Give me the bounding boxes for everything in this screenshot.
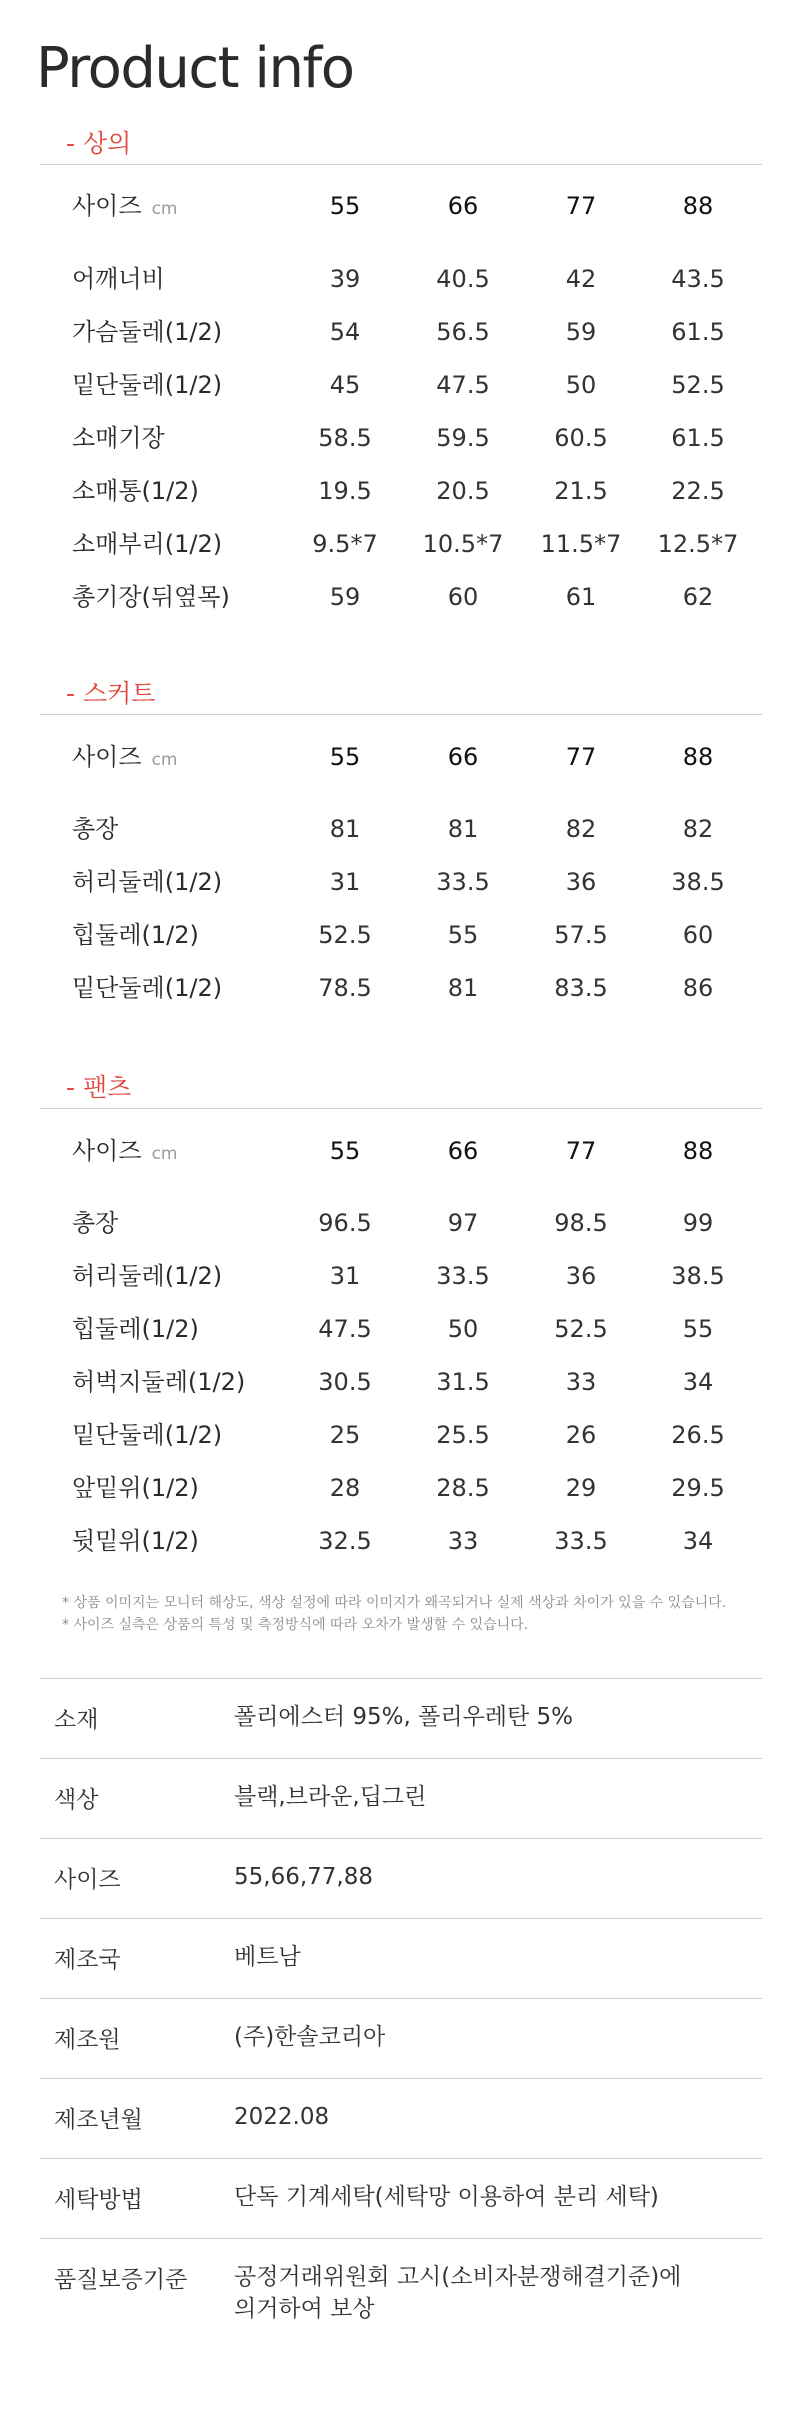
spec-row-warranty	[40, 2238, 762, 2349]
size-header-row	[0, 1131, 800, 1171]
spec-value: 공정거래위원회 고시(소비자분쟁해결기준)에 의거하여 보상	[234, 2264, 682, 2322]
cell-value: 82	[682, 815, 714, 843]
cell-value: 9.5*7	[312, 530, 378, 558]
table-row	[0, 1309, 800, 1349]
size-header-label: 사이즈	[72, 743, 142, 771]
unit-label: cm	[151, 750, 178, 770]
table-row	[0, 365, 800, 405]
spec-label: 사이즈	[54, 1867, 121, 1893]
cell-value: 25	[329, 1421, 361, 1449]
spec-row-size	[40, 1838, 762, 1918]
row-label: 허리둘레(1/2)	[72, 1262, 223, 1290]
row-label: 밑단둘레(1/2)	[72, 371, 223, 399]
cell-value: 39	[329, 265, 361, 293]
cell-value: 52.5	[554, 1315, 608, 1343]
section-label: - 스커트	[66, 679, 156, 708]
cell-value: 47.5	[318, 1315, 372, 1343]
cell-value: 52.5	[318, 921, 372, 949]
spec-row-color	[40, 1758, 762, 1838]
cell-value: 61	[565, 583, 597, 611]
cell-value: 33	[447, 1527, 479, 1555]
row-label: 허벅지둘레(1/2)	[72, 1368, 246, 1396]
cell-value: 81	[329, 815, 361, 843]
cell-value: 60	[447, 583, 479, 611]
section-divider	[40, 1108, 762, 1109]
row-label: 총기장(뒤옆목)	[72, 583, 230, 611]
cell-value: 38.5	[671, 1262, 725, 1290]
cell-value: 28.5	[436, 1474, 490, 1502]
size-col-66: 66	[447, 743, 479, 771]
table-row	[0, 471, 800, 511]
cell-value: 38.5	[671, 868, 725, 896]
size-col-55: 55	[329, 743, 361, 771]
cell-value: 97	[447, 1209, 479, 1237]
row-label: 총장	[72, 815, 119, 843]
section-divider	[40, 714, 762, 715]
table-row	[0, 577, 800, 617]
cell-value: 61.5	[671, 318, 725, 346]
unit-label: cm	[151, 1144, 178, 1164]
row-label: 가슴둘레(1/2)	[72, 318, 223, 346]
spec-value: 폴리에스터 95%, 폴리우레탄 5%	[234, 1704, 574, 1730]
cell-value: 47.5	[436, 371, 490, 399]
size-col-77: 77	[565, 743, 597, 771]
cell-value: 26.5	[671, 1421, 725, 1449]
cell-value: 25.5	[436, 1421, 490, 1449]
spec-value: 블랙,브라운,딥그린	[234, 1784, 427, 1810]
spec-value: 2022.08	[234, 2104, 330, 2130]
cell-value: 83.5	[554, 974, 608, 1002]
cell-value: 31	[329, 868, 361, 896]
spec-label: 제조년월	[54, 2107, 143, 2133]
size-header-label: 사이즈	[72, 192, 142, 220]
cell-value: 26	[565, 1421, 597, 1449]
note-line: * 사이즈 실측은 상품의 특성 및 측정방식에 따라 오차가 발생할 수 있습니다.	[62, 1617, 529, 1633]
cell-value: 61.5	[671, 424, 725, 452]
row-label: 총장	[72, 1209, 119, 1237]
spec-label: 제조원	[54, 2027, 121, 2053]
spec-label: 색상	[54, 1787, 99, 1813]
cell-value: 81	[447, 815, 479, 843]
cell-value: 43.5	[671, 265, 725, 293]
row-label: 소매통(1/2)	[72, 477, 199, 505]
cell-value: 32.5	[318, 1527, 372, 1555]
cell-value: 28	[329, 1474, 361, 1502]
spec-value: 55,66,77,88	[234, 1864, 373, 1890]
cell-value: 31	[329, 1262, 361, 1290]
cell-value: 33.5	[554, 1527, 608, 1555]
cell-value: 45	[329, 371, 361, 399]
table-row	[0, 312, 800, 352]
cell-value: 57.5	[554, 921, 608, 949]
cell-value: 60	[682, 921, 714, 949]
cell-value: 36	[565, 868, 597, 896]
size-col-55: 55	[329, 192, 361, 220]
size-col-88: 88	[682, 1137, 714, 1165]
size-col-66: 66	[447, 1137, 479, 1165]
spec-value: 베트남	[234, 1944, 301, 1970]
cell-value: 29.5	[671, 1474, 725, 1502]
table-row	[0, 259, 800, 299]
cell-value: 78.5	[318, 974, 372, 1002]
cell-value: 81	[447, 974, 479, 1002]
cell-value: 34	[682, 1527, 714, 1555]
row-label: 뒷밑위(1/2)	[72, 1527, 199, 1555]
row-label: 밑단둘레(1/2)	[72, 1421, 223, 1449]
table-row	[0, 418, 800, 458]
row-label: 소매부리(1/2)	[72, 530, 223, 558]
size-col-77: 77	[565, 1137, 597, 1165]
size-col-88: 88	[682, 743, 714, 771]
cell-value: 50	[447, 1315, 479, 1343]
cell-value: 33.5	[436, 868, 490, 896]
size-col-88: 88	[682, 192, 714, 220]
page-title: Product info	[36, 36, 354, 101]
spec-row-manufacture-date	[40, 2078, 762, 2158]
table-row	[0, 1521, 800, 1561]
row-label: 앞밑위(1/2)	[72, 1474, 199, 1502]
row-label: 힙둘레(1/2)	[72, 1315, 199, 1343]
cell-value: 36	[565, 1262, 597, 1290]
section-divider	[40, 164, 762, 165]
cell-value: 30.5	[318, 1368, 372, 1396]
spec-label: 소재	[54, 1707, 99, 1733]
spec-value: 단독 기계세탁(세탁망 이용하여 분리 세탁)	[234, 2184, 659, 2210]
cell-value: 99	[682, 1209, 714, 1237]
spec-row-material	[40, 1678, 762, 1758]
cell-value: 96.5	[318, 1209, 372, 1237]
table-row	[0, 968, 800, 1008]
spec-value: (주)한솔코리아	[234, 2024, 386, 2050]
cell-value: 22.5	[671, 477, 725, 505]
row-label: 힙둘레(1/2)	[72, 921, 199, 949]
cell-value: 10.5*7	[422, 530, 504, 558]
row-label: 어깨너비	[72, 265, 165, 293]
cell-value: 59	[565, 318, 597, 346]
row-label: 허리둘레(1/2)	[72, 868, 223, 896]
size-header-row	[0, 737, 800, 777]
size-col-77: 77	[565, 192, 597, 220]
cell-value: 86	[682, 974, 714, 1002]
cell-value: 21.5	[554, 477, 608, 505]
cell-value: 20.5	[436, 477, 490, 505]
cell-value: 50	[565, 371, 597, 399]
table-row	[0, 1203, 800, 1243]
cell-value: 59	[329, 583, 361, 611]
cell-value: 52.5	[671, 371, 725, 399]
spec-label: 제조국	[54, 1947, 121, 1973]
cell-value: 55	[682, 1315, 714, 1343]
cell-value: 40.5	[436, 265, 490, 293]
table-row	[0, 915, 800, 955]
row-label: 소매기장	[72, 424, 165, 452]
table-row	[0, 809, 800, 849]
note-line: * 상품 이미지는 모니터 해상도, 색상 설정에 따라 이미지가 왜곡되거나 실제 색상과 차이가 있을 수 있습니다.	[62, 1595, 727, 1611]
size-header-row	[0, 186, 800, 226]
table-row	[0, 524, 800, 564]
size-header-label: 사이즈	[72, 1137, 142, 1165]
cell-value: 59.5	[436, 424, 490, 452]
cell-value: 98.5	[554, 1209, 608, 1237]
section-label: - 팬츠	[66, 1073, 132, 1102]
cell-value: 31.5	[436, 1368, 490, 1396]
size-col-66: 66	[447, 192, 479, 220]
spec-label: 세탁방법	[54, 2187, 143, 2213]
size-col-55: 55	[329, 1137, 361, 1165]
cell-value: 11.5*7	[540, 530, 622, 558]
table-row	[0, 1415, 800, 1455]
cell-value: 55	[447, 921, 479, 949]
cell-value: 12.5*7	[657, 530, 739, 558]
product-spec-table	[40, 1678, 762, 2349]
spec-row-manufacturer	[40, 1998, 762, 2078]
table-row	[0, 862, 800, 902]
cell-value: 42	[565, 265, 597, 293]
spec-row-country	[40, 1918, 762, 1998]
cell-value: 60.5	[554, 424, 608, 452]
cell-value: 54	[329, 318, 361, 346]
cell-value: 62	[682, 583, 714, 611]
disclaimer-notes	[62, 1592, 726, 1636]
cell-value: 33	[565, 1368, 597, 1396]
spec-label: 품질보증기준	[54, 2267, 188, 2293]
cell-value: 82	[565, 815, 597, 843]
unit-label: cm	[151, 199, 178, 219]
cell-value: 56.5	[436, 318, 490, 346]
cell-value: 29	[565, 1474, 597, 1502]
table-row	[0, 1256, 800, 1296]
cell-value: 19.5	[318, 477, 372, 505]
section-label: - 상의	[66, 129, 132, 158]
cell-value: 58.5	[318, 424, 372, 452]
cell-value: 33.5	[436, 1262, 490, 1290]
row-label: 밑단둘레(1/2)	[72, 974, 223, 1002]
spec-row-washing	[40, 2158, 762, 2238]
cell-value: 34	[682, 1368, 714, 1396]
table-row	[0, 1468, 800, 1508]
table-row	[0, 1362, 800, 1402]
